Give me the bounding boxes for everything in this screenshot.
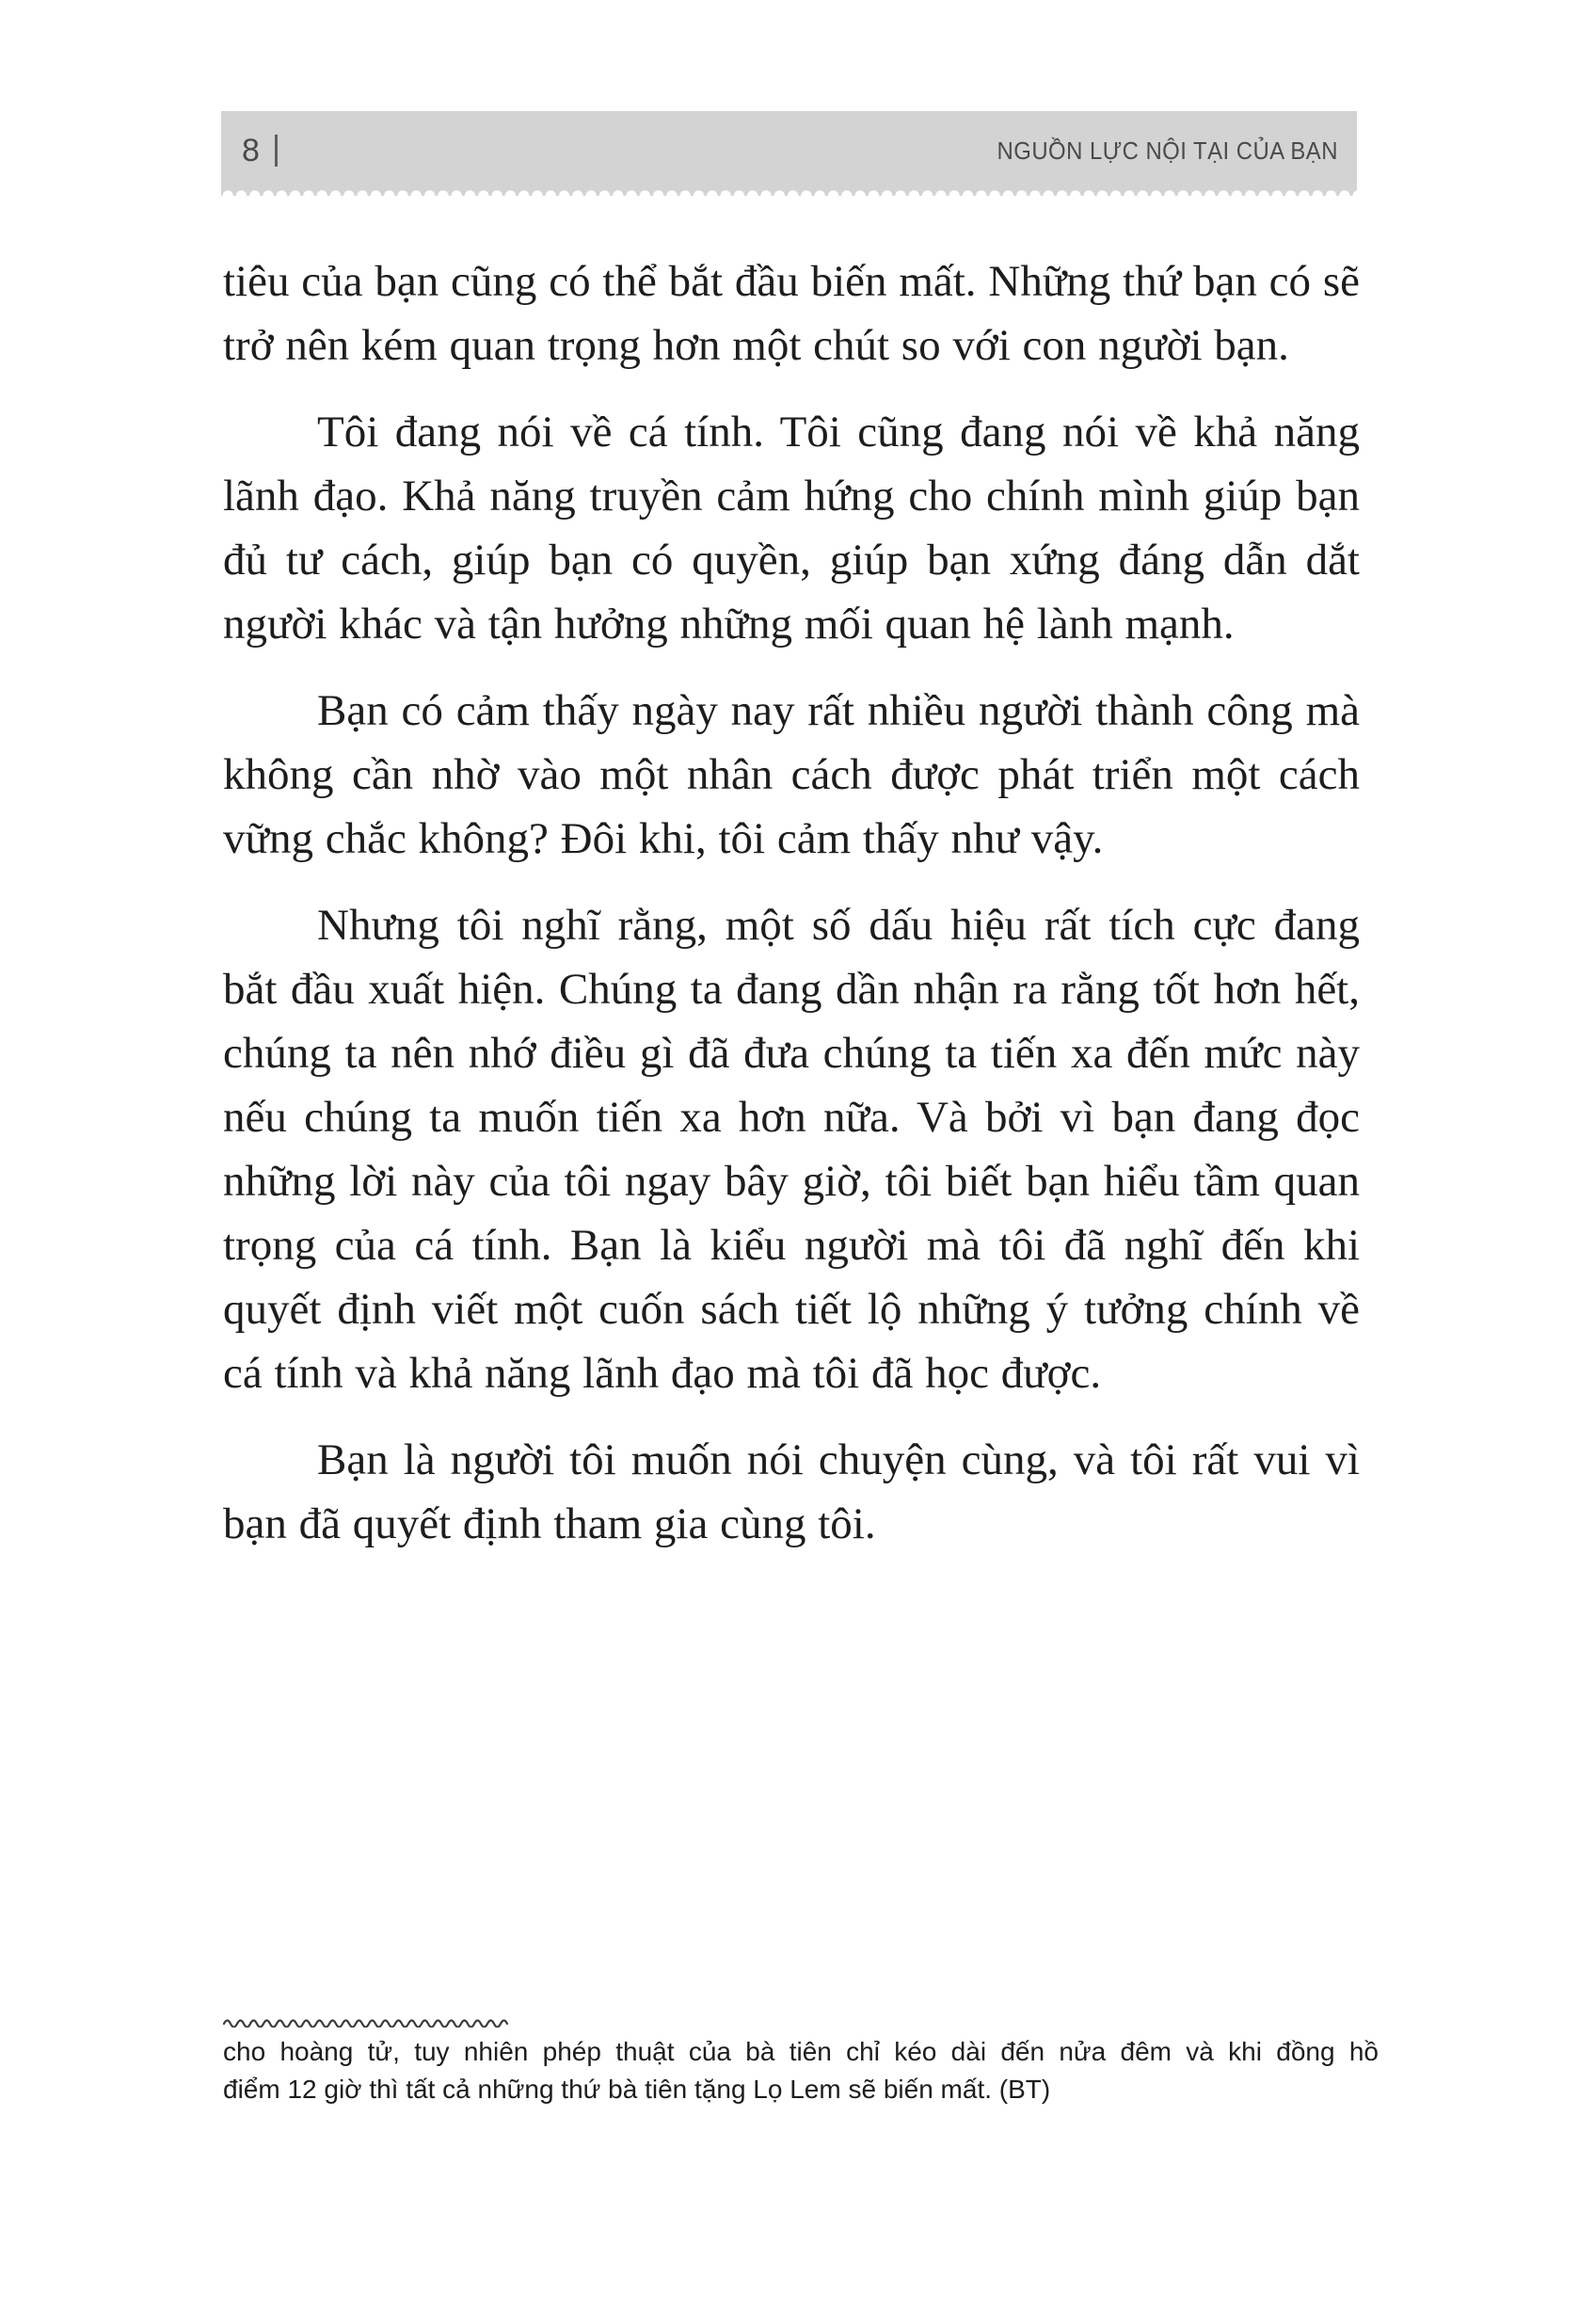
paragraph: Tôi đang nói về cá tính. Tôi cũng đang nói về khả năng lãnh đạo. Khả năng truyền cảm hứng cho chính mình giúp bạn đủ tư cách, giúp bạn có quyền, giúp bạn xứng đáng dẫn dắt người khác và tận hưởng những mối quan hệ lành mạnh. bbox=[223, 408, 1360, 649]
running-title: NGUỒN LỰC NỘI TẠI CỦA BẠN bbox=[997, 136, 1338, 165]
paragraph: tiêu của bạn cũng có thể bắt đầu biến mất. Những thứ bạn có sẽ trở nên kém quan trọng hơn một chút so với con người bạn. bbox=[223, 257, 1360, 370]
footnote-separator-squiggle bbox=[223, 2016, 517, 2027]
footnote bbox=[223, 2016, 1379, 2108]
page-header-band bbox=[221, 111, 1357, 196]
footnote-text-line: điểm 12 giờ thì tất cả những thứ bà tiên tặng Lọ Lem sẽ biến mất. (BT) bbox=[223, 2075, 1051, 2104]
page-number-divider bbox=[275, 135, 278, 167]
footnote-text-line: cho hoàng tử, tuy nhiên phép thuật của bà tiên chỉ kéo dài đến nửa đêm và khi đồng hồ bbox=[223, 2037, 1379, 2066]
paragraph: Bạn có cảm thấy ngày nay rất nhiều người thành công mà không cần nhờ vào một nhân cách được phát triển một cách vững chắc không? Đôi khi, tôi cảm thấy như vậy. bbox=[223, 686, 1360, 863]
body-text-column bbox=[223, 249, 1360, 1556]
paragraph: Nhưng tôi nghĩ rằng, một số dấu hiệu rất tích cực đang bắt đầu xuất hiện. Chúng ta đang dần nhận ra rằng tốt hơn hết, chúng ta nên nhớ điều gì đã đưa chúng ta tiến xa đến mức này nếu chúng ta muốn tiến xa hơn nữa. Và bởi vì bạn đang đọc những lời này của tôi ngay bây giờ, tôi biết bạn hiểu tầm quan trọng của cá tính. Bạn là kiểu người mà tôi đã nghĩ đến khi quyết định viết một cuốn sách tiết lộ những ý tưởng chính về cá tính và khả năng lãnh đạo mà tôi đã học được. bbox=[223, 901, 1360, 1398]
paragraph: Bạn là người tôi muốn nói chuyện cùng, và tôi rất vui vì bạn đã quyết định tham gia cùng tôi. bbox=[223, 1435, 1360, 1548]
page-number: 8 bbox=[242, 133, 260, 168]
